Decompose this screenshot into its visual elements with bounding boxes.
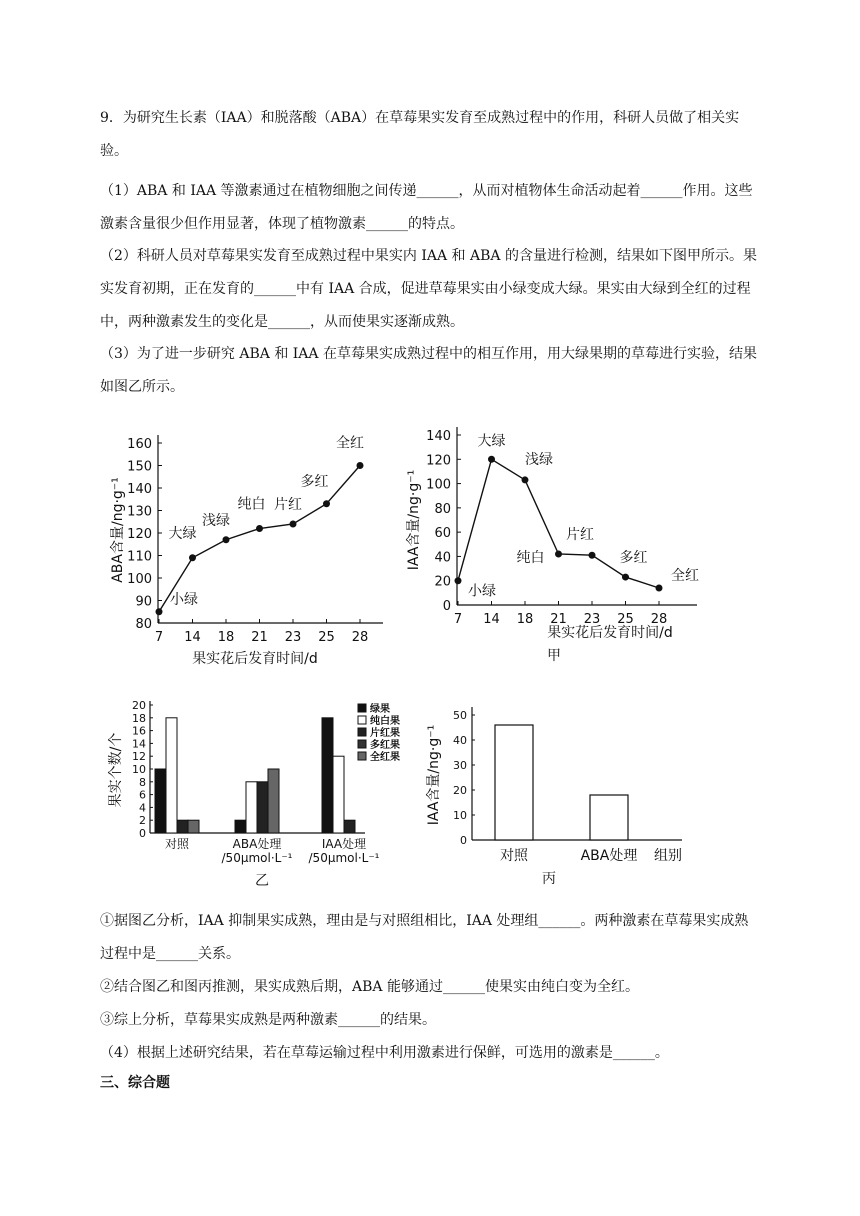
y-tick-label: 140 (426, 429, 451, 444)
y-tick-label: 0 (139, 827, 146, 840)
y-tick-label: 4 (139, 801, 146, 815)
x-tick-label: 28 (351, 630, 369, 645)
bar (344, 820, 355, 833)
data-point (223, 536, 230, 543)
y-axis-title: 果实个数/个 (108, 732, 124, 808)
aba-line-chart (100, 420, 410, 670)
bar (246, 782, 257, 833)
question-part2: （2）科研人员对草莓果实发育至成熟过程中果实内 IAA 和 ABA 的含量进行检测，结果如下图甲所示。果实发育初期，正在发育的______中有 IAA 合成，促进草莓果实由小绿变成大绿。果实由大绿到全红的过程中，两种激素发生的变化是______，从而使果实逐渐成熟。 (100, 248, 757, 330)
category-label: 对照 (164, 837, 190, 851)
y-tick-label: 10 (132, 763, 146, 776)
y-axis-title: IAA含量/ng·g⁻¹ (406, 469, 422, 571)
legend-label: 全红果 (370, 752, 400, 763)
legend-swatch (358, 704, 366, 712)
y-tick-label: 0 (442, 599, 451, 614)
x-tick-label: 21 (550, 612, 567, 627)
bar (257, 782, 268, 833)
bar (188, 820, 199, 833)
y-tick-label: 0 (460, 834, 467, 847)
y-tick-label: 90 (135, 594, 152, 610)
data-point (256, 525, 263, 532)
x-tick-label: 7 (453, 612, 463, 627)
bar (495, 725, 533, 840)
data-point (656, 585, 663, 592)
y-tick-label: 20 (453, 784, 467, 797)
series-line (458, 459, 659, 588)
x-tick-label: 18 (516, 612, 534, 627)
y-tick-label: 40 (434, 550, 451, 566)
legend-swatch (358, 740, 366, 748)
y-tick-label: 30 (453, 759, 467, 772)
point-label: 全红 (336, 435, 364, 452)
y-tick-label: 80 (135, 617, 152, 632)
x-tick-label: 28 (650, 612, 668, 627)
y-tick-label: 160 (127, 437, 152, 452)
bar (166, 718, 177, 833)
point-label: 浅绿 (525, 451, 553, 468)
data-point (156, 608, 163, 615)
legend-label: 片红果 (370, 728, 400, 739)
legend-label: 多红果 (370, 740, 400, 751)
x-tick-label: 23 (583, 612, 601, 627)
category-label: /50μmol·L⁻¹ (221, 851, 293, 865)
y-tick-label: 150 (127, 459, 152, 475)
question-part1: （1）ABA 和 IAA 等激素通过在植物细胞之间传递______，从而对植物体生命活动起着______作用。这些激素含量很少但作用显著，体现了植物激素______的特点。 (100, 183, 753, 232)
x-tick-label: 25 (617, 612, 634, 627)
point-label: 片红 (274, 497, 302, 513)
fruit-count-bar-chart (100, 690, 400, 870)
y-tick-label: 2 (139, 814, 146, 828)
y-tick-label: 8 (139, 775, 146, 789)
category-label: ABA处理 (580, 848, 638, 864)
data-point (323, 500, 330, 507)
iaa-line-chart (405, 420, 725, 650)
point-label: 大绿 (168, 525, 197, 542)
category-label: /50μmol·L⁻¹ (308, 851, 380, 865)
x-tick-label: 14 (184, 630, 201, 645)
data-point (290, 521, 297, 528)
data-point (589, 552, 596, 559)
x-tick-label: 23 (284, 630, 302, 645)
point-label: 浅绿 (202, 512, 230, 529)
y-tick-label: 60 (434, 526, 451, 542)
x-tick-label: 21 (251, 630, 268, 645)
data-point (455, 577, 462, 584)
point-label: 小绿 (170, 591, 198, 608)
category-label: ABA处理 (232, 837, 282, 851)
y-tick-label: 140 (127, 482, 152, 497)
question-part3: （3）为了进一步研究 ABA 和 IAA 在草莓果实成熟过程中的相互作用，用大绿果期的草莓进行实验，结果如图乙所示。 (100, 346, 757, 395)
category-label: IAA处理 (321, 837, 367, 851)
sub-question-2: ②结合图乙和图丙推测，果实成熟后期，ABA 能够通过______使果实由纯白变为全红。 (100, 979, 639, 995)
point-label: 片红 (566, 527, 594, 544)
point-label: 纯白 (516, 550, 545, 566)
y-tick-label: 20 (132, 699, 146, 712)
y-tick-label: 80 (434, 501, 451, 517)
legend-label: 绿果 (370, 704, 390, 715)
y-tick-label: 120 (426, 453, 451, 469)
caption-yi: 乙 (255, 873, 269, 889)
data-point (357, 462, 364, 469)
y-axis-title: ABA含量/ng·g⁻¹ (110, 477, 126, 583)
y-tick-label: 18 (132, 711, 146, 725)
bar (333, 756, 344, 833)
bar (155, 769, 166, 833)
question-intro: 9．为研究生长素（IAA）和脱落酸（ABA）在草莓果实发育至成熟过程中的作用，科研人员做了相关实验。 (100, 110, 740, 159)
data-point (522, 476, 529, 483)
data-point (189, 554, 196, 561)
y-tick-label: 12 (132, 750, 146, 764)
x-axis-title: 组别 (654, 848, 682, 864)
y-tick-label: 110 (127, 549, 152, 565)
y-tick-label: 14 (132, 737, 146, 751)
bar (322, 718, 333, 833)
category-label: 对照 (500, 848, 528, 864)
y-tick-label: 6 (139, 788, 146, 802)
legend-swatch (358, 752, 366, 760)
y-tick-label: 100 (127, 572, 152, 587)
data-point (488, 456, 495, 463)
y-tick-label: 130 (127, 504, 152, 520)
point-label: 多红 (619, 550, 648, 567)
x-axis-title: 果实花后发育时间/d (192, 651, 318, 667)
caption-jia: 甲 (547, 648, 561, 664)
x-tick-label: 25 (318, 630, 335, 645)
data-point (622, 574, 629, 581)
point-label: 大绿 (477, 433, 506, 450)
caption-bing: 丙 (542, 871, 556, 887)
x-axis-title: 果实花后发育时间/d (547, 625, 673, 641)
x-tick-label: 7 (154, 630, 164, 645)
bar (268, 769, 279, 833)
question-part4: （4）根据上述研究结果，若在草莓运输过程中利用激素进行保鲜，可选用的激素是______。 (100, 1045, 669, 1061)
y-tick-label: 50 (453, 709, 467, 722)
y-tick-label: 120 (127, 527, 152, 542)
point-label: 纯白 (237, 496, 266, 513)
legend-swatch (358, 716, 366, 724)
point-label: 多红 (300, 473, 329, 490)
legend-label: 纯白果 (370, 716, 400, 727)
section-heading: 三、综合题 (100, 1075, 170, 1091)
legend-swatch (358, 728, 366, 736)
sub-question-3: ③综上分析，草莓果实成熟是两种激素______的结果。 (100, 1012, 436, 1028)
y-tick-label: 100 (426, 477, 451, 493)
iaa-bar-chart (420, 700, 720, 870)
y-axis-title: IAA含量/ng·g⁻¹ (426, 724, 442, 826)
y-tick-label: 10 (453, 809, 467, 822)
bar (235, 820, 246, 833)
x-tick-label: 14 (483, 612, 500, 627)
bar (590, 795, 628, 840)
point-label: 小绿 (468, 583, 496, 600)
data-point (555, 551, 562, 558)
point-label: 全红 (671, 568, 699, 584)
bar (177, 820, 188, 833)
x-tick-label: 18 (217, 630, 235, 645)
y-tick-label: 16 (132, 724, 146, 738)
y-tick-label: 20 (434, 574, 451, 590)
y-tick-label: 40 (453, 734, 467, 747)
sub-question-1: ①据图乙分析，IAA 抑制果实成熟，理由是与对照组相比，IAA 处理组______。两种激素在草莓果实成熟过程中是______关系。 (100, 913, 749, 962)
